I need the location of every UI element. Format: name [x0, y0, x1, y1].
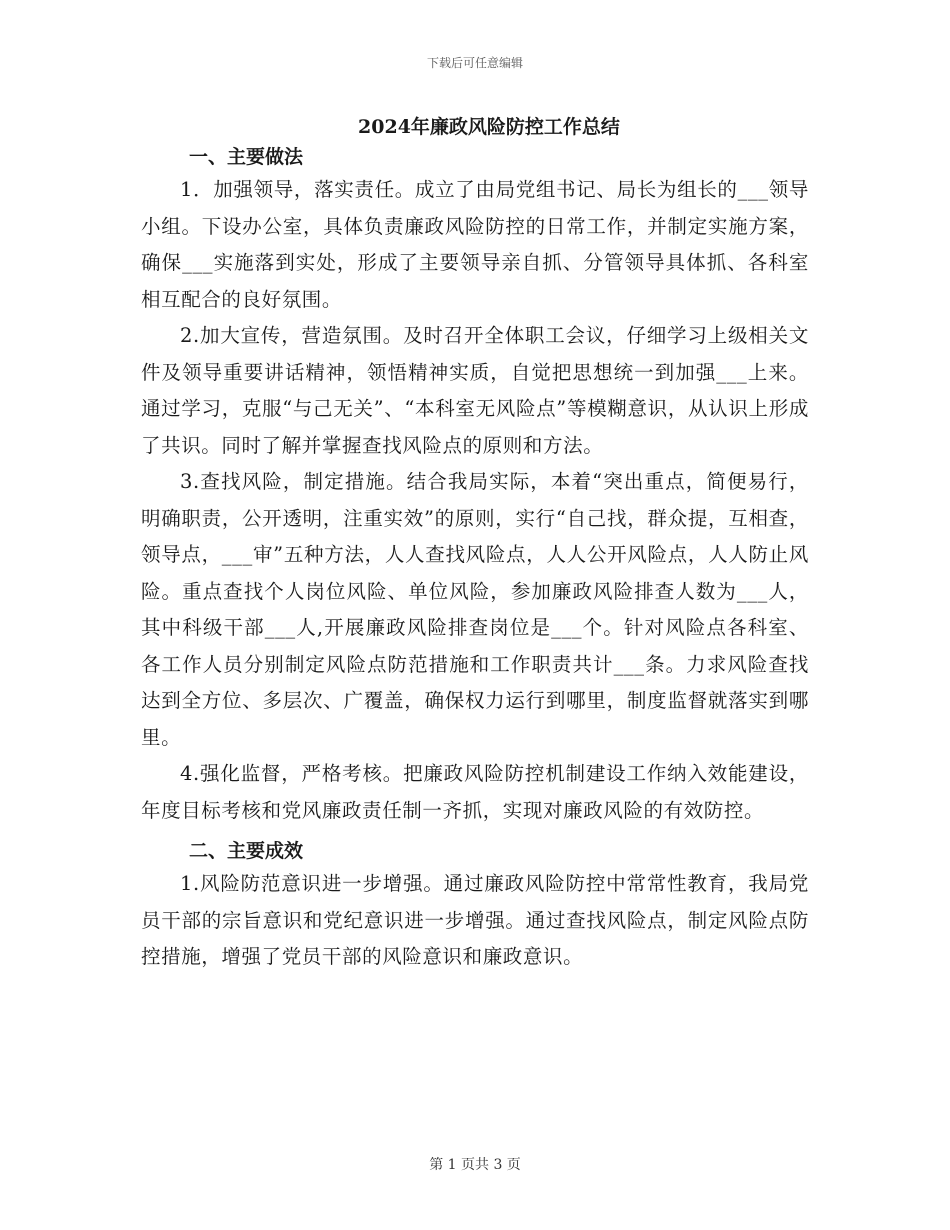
- page-number: 第 1 页共 3 页: [429, 1157, 521, 1173]
- section-heading: 二、主要成效: [189, 840, 304, 862]
- paragraph: 1.风险防范意识进一步增强。通过廉政风险防控中常常性教育，我局党员干部的宗旨意识和党纪意识进一步增强。通过查找风险点，制定风险点防控措施，增强了党员干部的风险意识和廉政意识。: [141, 872, 809, 968]
- page-header: 下载后可任意编辑: [426, 56, 523, 70]
- paragraph: 2.加大宣传，营造氛围。及时召开全体职工会议，仔细学习上级相关文件及领导重要讲话精神，领悟精神实质，自觉把思想统一到加强___上来。通过学习，克服“与己无关”、“本科室无风险点”等模糊意识，从认识上形成了共识。同时了解并掌握查找风险点的原则和方法。: [141, 324, 809, 457]
- section-heading: 一、主要做法: [189, 146, 304, 168]
- paragraph: 1．加强领导，落实责任。成立了由局党组书记、局长为组长的___领导小组。下设办公室，具体负责廉政风险防控的日常工作，并制定实施方案，确保___实施落到实处，形成了主要领导亲自抓、分管领导具体抓、各科室相互配合的良好氛围。: [141, 178, 809, 311]
- document-title: 2024年廉政风险防控工作总结: [358, 116, 620, 138]
- paragraph: 3.查找风险，制定措施。结合我局实际，本着“突出重点，简便易行，明确职责，公开透明，注重实效”的原则，实行“自己找，群众提，互相查，领导点，___审”五种方法，人人查找风险点，人人公开风险点，人人防止风险。重点查找个人岗位风险、单位风险，参加廉政风险排查人数为___人，其中科级干部___人,开展廉政风险排查岗位是___个。针对风险点各科室、各工作人员分别制定风险点防范措施和工作职责共计___条。力求风险查找达到全方位、多层次、广覆盖，确保权力运行到哪里，制度监督就落实到哪里。: [141, 470, 809, 749]
- document-body: [141, 112, 809, 976]
- paragraph: 4.强化监督，严格考核。把廉政风险防控机制建设工作纳入效能建设，年度目标考核和党风廉政责任制一齐抓，实现对廉政风险的有效防控。: [141, 762, 809, 822]
